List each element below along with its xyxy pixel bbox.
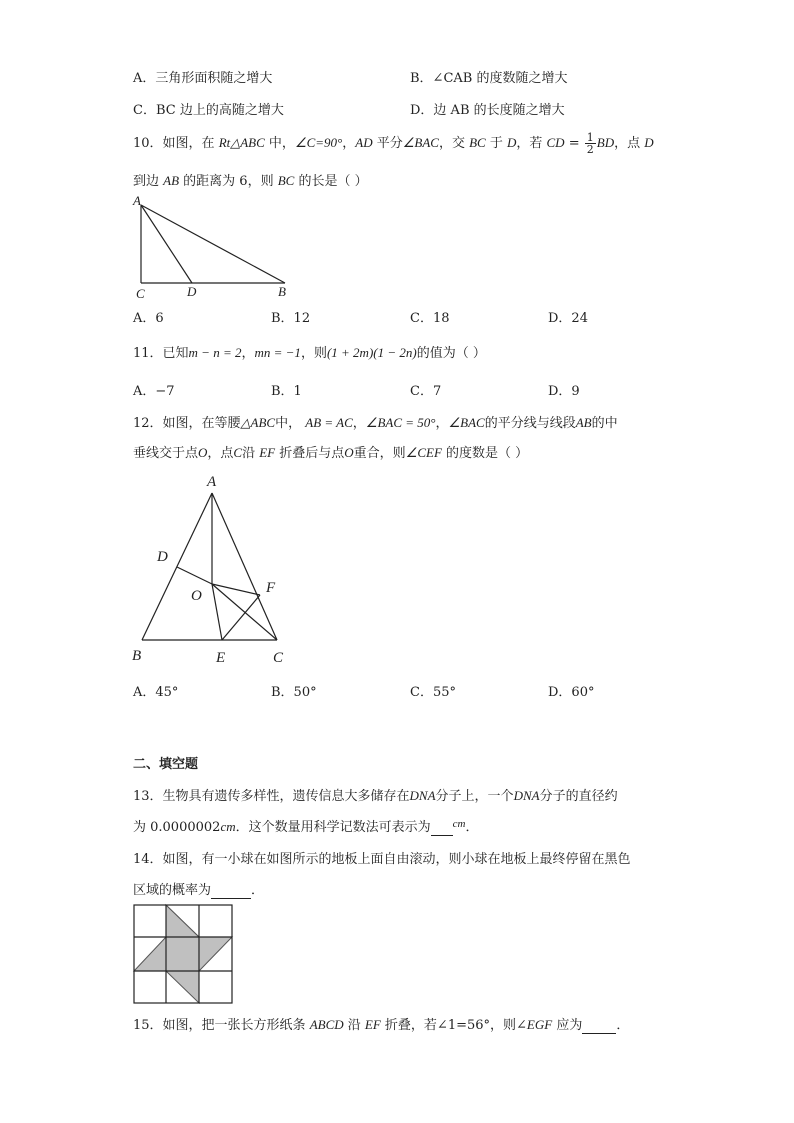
q10-fraction: $\frac{1}{2}$ <box>586 131 594 156</box>
q12-perp-bisector <box>177 567 212 584</box>
q13-stem-line1: 13．生物具有遗传多样性，遗传信息大多储存在DNA分子上，一个DNA分子的直径约 <box>133 788 618 804</box>
q10-side-ab <box>141 205 285 283</box>
q10-segment-ad <box>141 205 192 283</box>
q14-shaded-right <box>199 937 232 971</box>
q10-stem-line2: 到边 AB 的距离为 6，则 BC 的长是（ ） <box>133 173 368 189</box>
q12-stem-line1: 12．如图，在等腰△ABC中， AB = AC，∠BAC = 50°，∠BAC的平分线与线段AB的中 <box>133 415 618 431</box>
q13-stem-line2: 为 0.0000002cm．这个数量用科学记数法可表示为 $^{cm}$． <box>133 818 479 835</box>
q12-fold-ef <box>222 595 260 640</box>
q9-option-b: B．∠CAB 的度数随之增大 <box>410 71 568 86</box>
q14-shaded-bottom <box>166 971 199 1003</box>
q12-option-c: C．55° <box>410 685 456 700</box>
q15-stem: 15．如图，把一张长方形纸条 ABCD 沿 EF 折叠，若∠1=56°，则∠EGF 应为 ． <box>133 1017 630 1033</box>
q12-label-o: O <box>191 588 202 604</box>
q11-stem: 11．已知m − n = 2，mn = −1，则(1 + 2m)(1 − 2n)的值为（ ） <box>133 345 486 361</box>
q10-figure <box>130 193 305 303</box>
q9-option-c: C．BC 边上的高随之增大 <box>133 103 284 118</box>
q12-option-b: B．50° <box>271 685 317 700</box>
q12-label-f: F <box>266 580 276 596</box>
q10-stem-line1: 10．如图，在 Rt△ABC 中，∠C=90°，AD 平分∠BAC，交 BC 于 D，若 CD = $\frac{1}{2}$ BD，点 D <box>133 131 654 156</box>
q12-side-ac <box>212 493 277 640</box>
q12-segment-eo <box>212 584 222 640</box>
q10-label-c: C <box>136 286 145 301</box>
q9-option-d: D．边 AB 的长度随之增大 <box>410 103 565 118</box>
q14-shaded-left <box>134 937 166 971</box>
q10-label-d: D <box>187 284 197 299</box>
q12-label-d: D <box>157 549 168 565</box>
q10-option-c: C．18 <box>410 311 450 326</box>
q11-option-d: D．9 <box>548 384 580 399</box>
q14-floor-figure <box>132 903 236 1006</box>
q10-option-d: D．24 <box>548 311 588 326</box>
q12-option-d: D．60° <box>548 685 595 700</box>
q12-label-e: E <box>216 650 226 666</box>
q14-shaded-top <box>166 905 199 937</box>
section-title-fill-in: 二、填空题 <box>133 757 199 772</box>
q10-option-b: B．12 <box>271 311 311 326</box>
q12-label-a: A <box>207 474 217 490</box>
q10-option-a: A．6 <box>133 311 164 326</box>
q10-label-b: B <box>278 284 286 299</box>
q12-stem-line2: 垂线交于点O，点C沿 EF 折叠后与点O重合，则∠CEF 的度数是（ ） <box>133 445 529 461</box>
q15-answer-blank[interactable] <box>582 1018 616 1034</box>
q12-label-c: C <box>273 650 284 666</box>
q14-stem-line2: 区域的概率为 ． <box>133 883 265 898</box>
q11-option-c: C．7 <box>410 384 442 399</box>
q9-option-a: A．三角形面积随之增大 <box>133 71 273 86</box>
q13-answer-blank[interactable] <box>431 820 453 836</box>
q14-answer-blank[interactable] <box>211 883 251 899</box>
q14-stem-line1: 14．如图，有一小球在如图所示的地板上面自由滚动，则小球在地板上最终停留在黑色 <box>133 852 631 867</box>
q12-label-b: B <box>132 648 142 664</box>
q10-label-a: A <box>133 193 141 208</box>
q12-side-ab <box>142 493 212 640</box>
q11-option-b: B．1 <box>271 384 302 399</box>
q12-figure <box>125 468 300 673</box>
q12-option-a: A．45° <box>133 685 179 700</box>
q11-option-a: A．−7 <box>133 384 175 399</box>
